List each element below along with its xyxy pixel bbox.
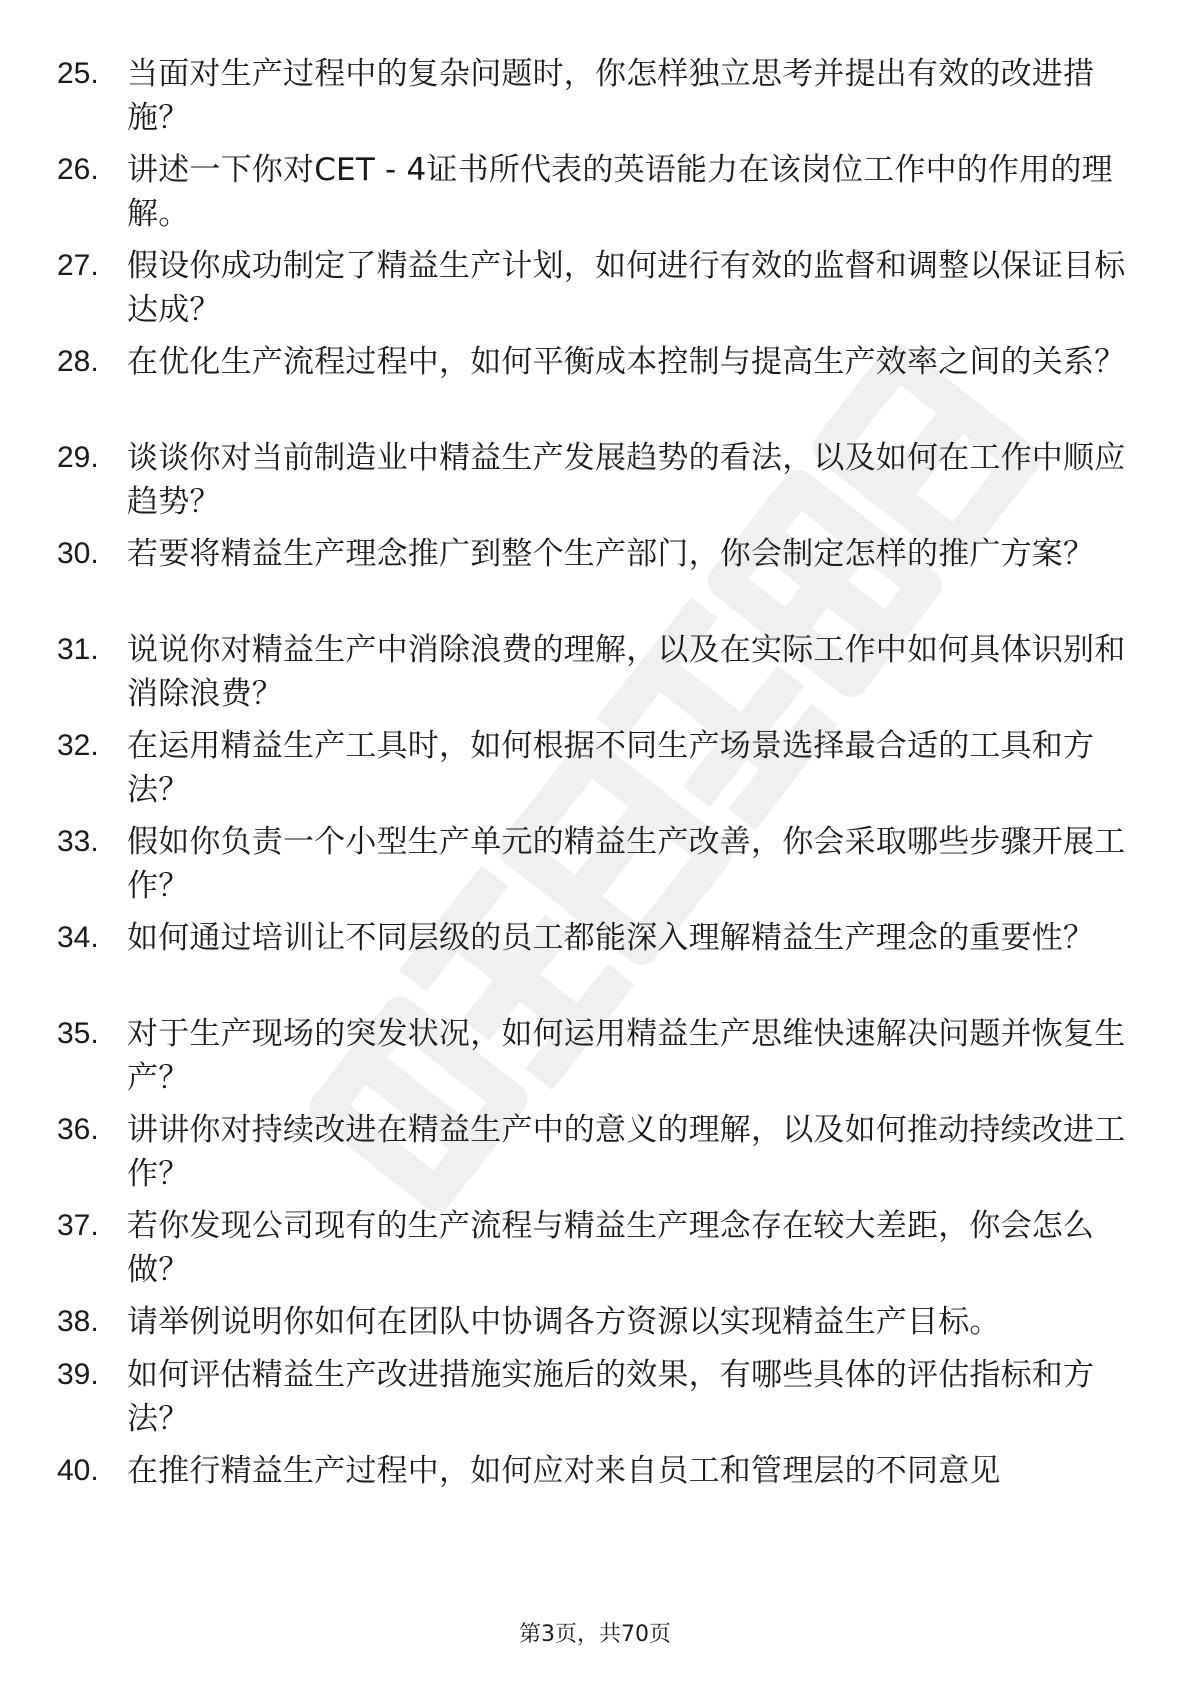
- question-number: 27.: [57, 249, 99, 282]
- question-number: 40.: [57, 1454, 99, 1487]
- question-item: [0, 820, 1190, 910]
- question-item: [0, 52, 1190, 142]
- question-item: [0, 340, 1190, 430]
- question-number: 37.: [57, 1209, 99, 1242]
- question-item: [0, 1353, 1190, 1443]
- question-item: [0, 1449, 1190, 1539]
- question-text: 谈谈你对当前制造业中精益生产发展趋势的看法，以及如何在工作中顺应趋势？: [127, 440, 1126, 520]
- question-item: [0, 532, 1190, 622]
- question-number: 38.: [57, 1305, 99, 1338]
- question-text: 若要将精益生产理念推广到整个生产部门，你会制定怎样的推广方案？: [127, 536, 1095, 572]
- page-footer: [0, 1620, 1190, 1650]
- question-number: 31.: [57, 633, 99, 666]
- question-text: 如何通过培训让不同层级的员工都能深入理解精益生产理念的重要性？: [127, 920, 1095, 956]
- question-text: 在优化生产流程过程中，如何平衡成本控制与提高生产效率之间的关系？: [127, 344, 1126, 380]
- question-item: [0, 628, 1190, 718]
- question-item: [0, 436, 1190, 526]
- question-text: 在运用精益生产工具时，如何根据不同生产场景选择最合适的工具和方法？: [127, 728, 1095, 808]
- question-number: 39.: [57, 1358, 99, 1391]
- question-text: 讲述一下你对CET - 4证书所代表的英语能力在该岗位工作中的作用的理解。: [127, 152, 1113, 232]
- question-number: 33.: [57, 825, 99, 858]
- question-text: 对于生产现场的突发状况，如何运用精益生产思维快速解决问题并恢复生产？: [127, 1016, 1126, 1096]
- question-text: 若你发现公司现有的生产流程与精益生产理念存在较大差距，你会怎么做？: [127, 1208, 1095, 1288]
- question-item: [0, 1108, 1190, 1198]
- question-item: [0, 244, 1190, 334]
- question-number: 32.: [57, 729, 99, 762]
- question-number: 30.: [57, 537, 99, 570]
- question-item: [0, 724, 1190, 814]
- question-number: 25.: [57, 57, 99, 90]
- question-text: 假如你负责一个小型生产单元的精益生产改善，你会采取哪些步骤开展工作？: [127, 824, 1126, 904]
- question-text: 当面对生产过程中的复杂问题时，你怎样独立思考并提出有效的改进措施？: [127, 56, 1095, 136]
- question-text: 如何评估精益生产改进措施实施后的效果，有哪些具体的评估指标和方法？: [127, 1357, 1095, 1437]
- question-number: 29.: [57, 441, 99, 474]
- question-text: 请举例说明你如何在团队中协调各方资源以实现精益生产目标。: [127, 1304, 1001, 1340]
- question-item: [0, 916, 1190, 1006]
- question-number: 26.: [57, 153, 99, 186]
- question-number: 35.: [57, 1017, 99, 1050]
- question-number: 36.: [57, 1113, 99, 1146]
- question-number: 34.: [57, 921, 99, 954]
- question-number: 28.: [57, 345, 99, 378]
- question-text: 在推行精益生产过程中，如何应对来自员工和管理层的不同意见: [127, 1453, 1001, 1489]
- question-text: 说说你对精益生产中消除浪费的理解，以及在实际工作中如何具体识别和消除浪费？: [127, 632, 1126, 712]
- page-number-label: 第3页，共70页: [519, 1622, 671, 1647]
- question-item: [0, 148, 1190, 238]
- question-item: [0, 1012, 1190, 1102]
- question-text: 假设你成功制定了精益生产计划，如何进行有效的监督和调整以保证目标达成？: [127, 248, 1126, 328]
- question-item: [0, 1204, 1190, 1294]
- question-text: 讲讲你对持续改进在精益生产中的意义的理解，以及如何推动持续改进工作？: [127, 1112, 1126, 1192]
